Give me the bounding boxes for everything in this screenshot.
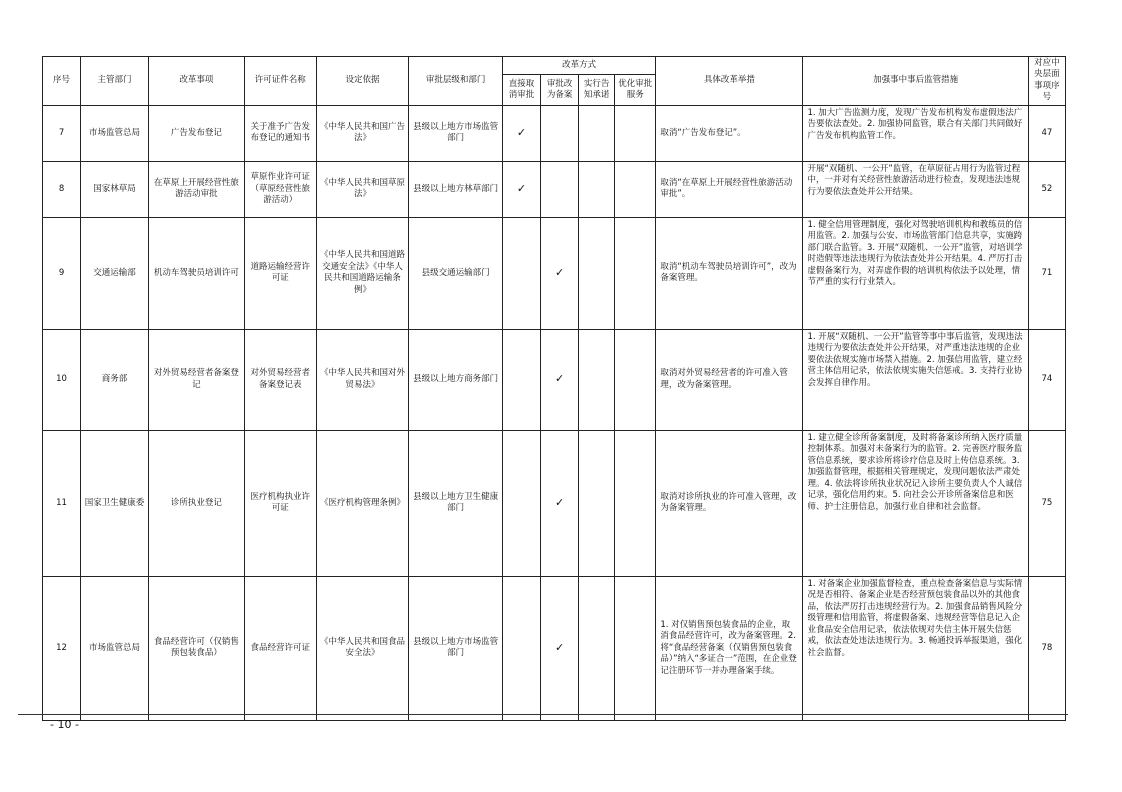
cell-measures: 取消“机动车驾驶员培训许可”，改为备案管理。 <box>656 217 803 329</box>
table-row <box>43 217 1066 329</box>
reform-table <box>42 56 1066 721</box>
cell-central-seq: 71 <box>1028 217 1065 329</box>
header-method-cancel: 直接取消审批 <box>502 75 540 106</box>
header-license: 许可证件名称 <box>244 57 316 106</box>
cell-central-seq: 78 <box>1028 576 1065 720</box>
header-methods: 改革方式 <box>502 57 655 75</box>
header-method-optimize: 优化审批服务 <box>615 75 656 106</box>
cell-method-optimize <box>615 576 656 720</box>
cell-supervision: 开展“双随机、一公开”监管，在草原征占用行为监管过程中，一并对有关经营性旅游活动进行检查，发现违法违规行为要依法查处并公开结果。 <box>803 161 1028 217</box>
cell-method-cancel <box>502 430 540 576</box>
cell-method-commitment <box>579 576 615 720</box>
cell-license: 对外贸易经营者备案登记表 <box>244 329 316 430</box>
cell-dept: 交通运输部 <box>81 217 149 329</box>
cell-method-commitment <box>579 329 615 430</box>
cell-item: 食品经营许可（仅销售预包装食品） <box>149 576 245 720</box>
header-dept: 主管部门 <box>81 57 149 106</box>
cell-basis: 《中华人民共和国广告法》 <box>316 105 409 161</box>
cell-method-commitment <box>579 105 615 161</box>
cell-method-optimize <box>615 105 656 161</box>
cell-method-cancel: ✓ <box>502 105 540 161</box>
cell-license: 道路运输经营许可证 <box>244 217 316 329</box>
table-row <box>43 576 1066 720</box>
cell-basis: 《中华人民共和国道路交通安全法》《中华人民共和国道路运输条例》 <box>316 217 409 329</box>
header-seq: 序号 <box>43 57 81 106</box>
cell-method-commitment <box>579 217 615 329</box>
cell-license: 草原作业许可证（草原经营性旅游活动） <box>244 161 316 217</box>
cell-basis: 《医疗机构管理条例》 <box>316 430 409 576</box>
cell-method-cancel: ✓ <box>502 161 540 217</box>
cell-measures: 取消“广告发布登记”。 <box>656 105 803 161</box>
cell-item: 在草原上开展经营性旅游活动审批 <box>149 161 245 217</box>
cell-seq: 8 <box>43 161 81 217</box>
cell-method-filing <box>541 105 579 161</box>
cell-measures: 1. 对仅销售预包装食品的企业，取消食品经营许可，改为备案管理。2. 将“食品经营备案（仅销售预包装食品）”纳入“多证合一”范围，在企业登记注册环节一并办理备案手续。 <box>656 576 803 720</box>
cell-item: 诊所执业登记 <box>149 430 245 576</box>
header-supervision: 加强事中事后监管措施 <box>803 57 1028 106</box>
cell-method-cancel <box>502 576 540 720</box>
cell-measures: 取消对诊所执业的许可准入管理，改为备案管理。 <box>656 430 803 576</box>
cell-seq: 9 <box>43 217 81 329</box>
header-central-seq: 对应中央层面事项序号 <box>1028 57 1065 106</box>
cell-dept: 市场监管总局 <box>81 105 149 161</box>
cell-dept: 市场监管总局 <box>81 576 149 720</box>
table-row <box>43 329 1066 430</box>
header-method-commitment: 实行告知承诺 <box>579 75 615 106</box>
header-level: 审批层级和部门 <box>409 57 503 106</box>
cell-basis: 《中华人民共和国食品安全法》 <box>316 576 409 720</box>
cell-license: 医疗机构执业许可证 <box>244 430 316 576</box>
cell-license: 关于准予广告发布登记的通知书 <box>244 105 316 161</box>
cell-dept: 商务部 <box>81 329 149 430</box>
cell-dept: 国家卫生健康委 <box>81 430 149 576</box>
cell-item: 机动车驾驶员培训许可 <box>149 217 245 329</box>
cell-method-filing: ✓ <box>541 217 579 329</box>
cell-dept: 国家林草局 <box>81 161 149 217</box>
page-number: - 10 - <box>50 718 79 731</box>
cell-method-optimize <box>615 161 656 217</box>
cell-method-cancel <box>502 329 540 430</box>
cell-central-seq: 74 <box>1028 329 1065 430</box>
table-row <box>43 105 1066 161</box>
cell-basis: 《中华人民共和国草原法》 <box>316 161 409 217</box>
table-row <box>43 430 1066 576</box>
table-row <box>43 161 1066 217</box>
cell-seq: 7 <box>43 105 81 161</box>
cell-supervision: 1. 健全信用管理制度，强化对驾驶培训机构和教练员的信用监管。2. 加强与公安、市场监管部门信息共享，实施跨部门联合监管。3. 开展“双随机、一公开”监管，对培训学时造假等违法违规行为依法查处并公开结果。4. 严厉打击虚假备案行为，对弄虚作假的培训机构依法予以处理，情节严重的实行行业禁入。 <box>803 217 1028 329</box>
cell-method-filing: ✓ <box>541 576 579 720</box>
cell-level: 县级以上地方市场监管部门 <box>409 576 503 720</box>
cell-method-commitment <box>579 161 615 217</box>
cell-method-cancel <box>502 217 540 329</box>
cell-seq: 11 <box>43 430 81 576</box>
header-measures: 具体改革举措 <box>656 57 803 106</box>
bottom-rule <box>18 714 1068 715</box>
cell-level: 县级以上地方市场监管部门 <box>409 105 503 161</box>
header-basis: 设定依据 <box>316 57 409 106</box>
cell-level: 县级以上地方卫生健康部门 <box>409 430 503 576</box>
cell-method-optimize <box>615 430 656 576</box>
cell-level: 县级以上地方商务部门 <box>409 329 503 430</box>
cell-method-optimize <box>615 217 656 329</box>
cell-supervision: 1. 开展“双随机、一公开”监管等事中事后监管，发现违法违规行为要依法查处并公开结果，对严重违法违规的企业要依法依规实施市场禁入措施。2. 加强信用监管，建立经营主体信用记录，依法依规实施失信惩戒。3. 支持行业协会发挥自律作用。 <box>803 329 1028 430</box>
cell-measures: 取消对外贸易经营者的许可准入管理，改为备案管理。 <box>656 329 803 430</box>
cell-item: 广告发布登记 <box>149 105 245 161</box>
cell-item: 对外贸易经营者备案登记 <box>149 329 245 430</box>
cell-central-seq: 52 <box>1028 161 1065 217</box>
cell-supervision: 1. 加大广告监测力度，发现广告发布机构发布虚假违法广告要依法查处。2. 加强协同监管，联合有关部门共同做好广告发布机构监管工作。 <box>803 105 1028 161</box>
cell-supervision: 1. 建立健全诊所备案制度，及时将备案诊所纳入医疗质量控制体系。加强对未备案行为的监管。2. 完善医疗服务监管信息系统，要求诊所将诊疗信息及时上传信息系统。3. 加强监督管理，根据相关管理规定，发现问题依法严肃处理。4. 依法将诊所执业状况记入诊所主要负责人个人诚信记录，强化信用约束。5. 向社会公开诊所备案信息和医师、护士注册信息，加强行业自律和社会监督。 <box>803 430 1028 576</box>
cell-central-seq: 75 <box>1028 430 1065 576</box>
cell-supervision: 1. 对备案企业加强监督检查，重点检查备案信息与实际情况是否相符、备案企业是否经营预包装食品以外的其他食品，依法严厉打击违规经营行为。2. 加强食品销售风险分级管理和信用监管，将虚假备案、违规经营等信息记入企业食品安全信用记录，依法依规对失信主体开展失信惩戒，依法查处违法违规行为。3. 畅通投诉举报渠道，强化社会监督。 <box>803 576 1028 720</box>
cell-level: 县级以上地方林草部门 <box>409 161 503 217</box>
cell-level: 县级交通运输部门 <box>409 217 503 329</box>
cell-measures: 取消“在草原上开展经营性旅游活动审批”。 <box>656 161 803 217</box>
cell-method-filing: ✓ <box>541 329 579 430</box>
cell-license: 食品经营许可证 <box>244 576 316 720</box>
cell-method-filing <box>541 161 579 217</box>
cell-method-optimize <box>615 329 656 430</box>
cell-method-commitment <box>579 430 615 576</box>
header-method-filing: 审批改为备案 <box>541 75 579 106</box>
cell-central-seq: 47 <box>1028 105 1065 161</box>
cell-seq: 12 <box>43 576 81 720</box>
header-item: 改革事项 <box>149 57 245 106</box>
cell-basis: 《中华人民共和国对外贸易法》 <box>316 329 409 430</box>
cell-seq: 10 <box>43 329 81 430</box>
cell-method-filing: ✓ <box>541 430 579 576</box>
